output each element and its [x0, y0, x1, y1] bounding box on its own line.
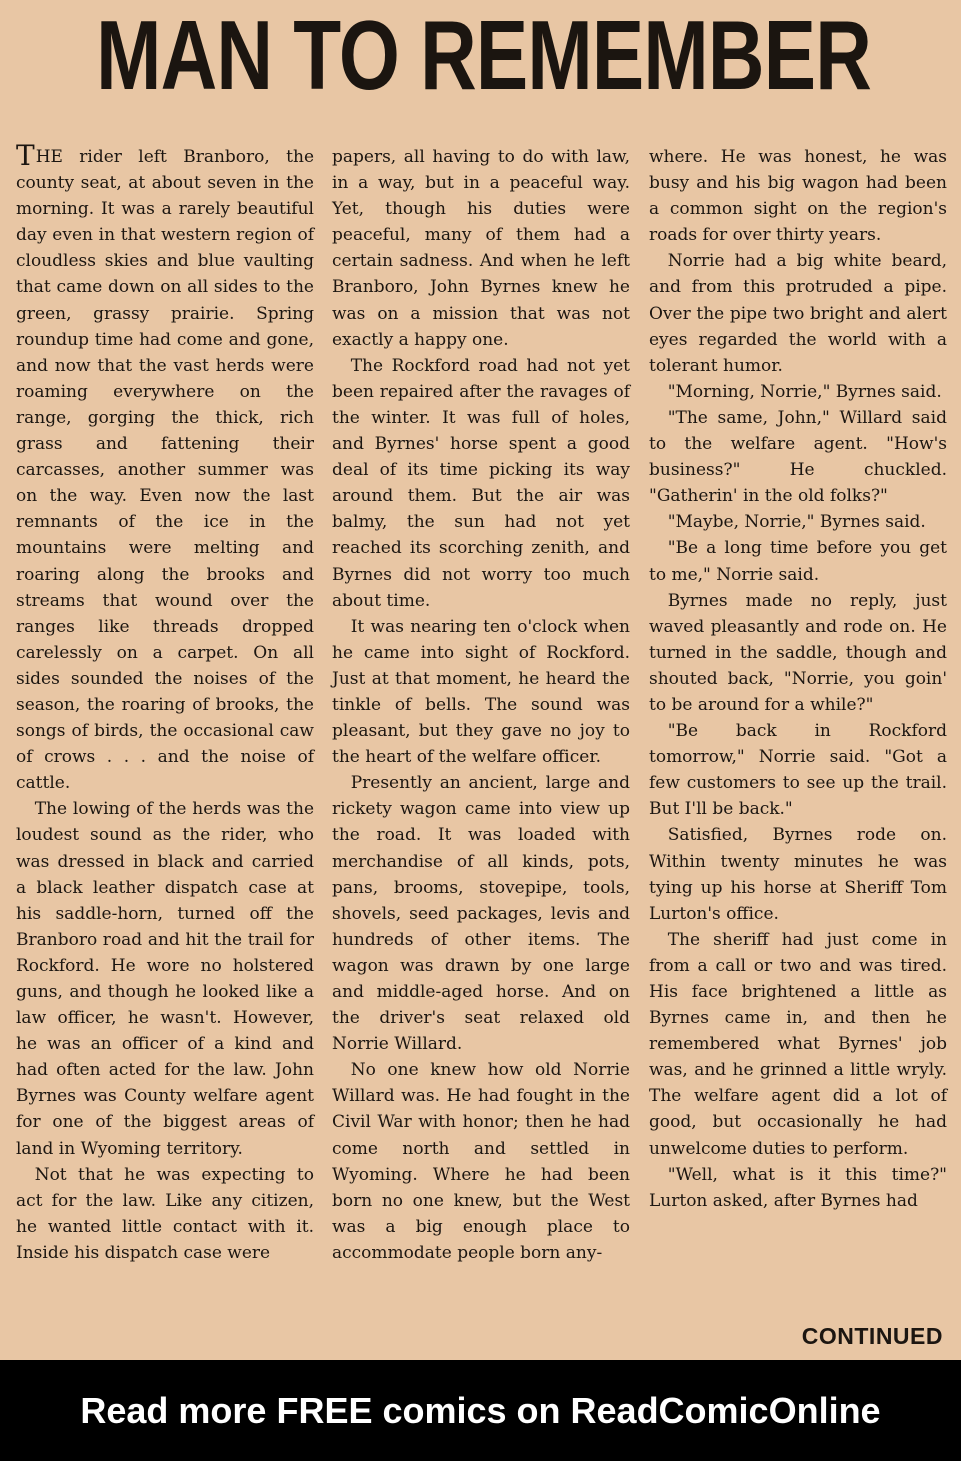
paragraph: where. He was honest, he was busy and his big wagon had been a common sight on the region's roads for over thirty years.: [649, 147, 947, 246]
paragraph: Presently an ancient, large and rickety wagon came into view up the road. It was loaded with merchandise of all kinds, pots, pans, brooms, stovepipe, tools, shovels, seed packages, levis and hundreds of other items. The wagon was drawn by one large and middle-aged horse. And on the driver's seat relaxed old Norrie Willard.: [332, 773, 630, 1055]
paragraph: papers, all having to do with law, in a way, but in a peaceful way. Yet, though his duties were peaceful, many of them had a certain sadness. And when he left Branboro, John Byrnes knew he was on a mission that was not exactly a happy one.: [332, 147, 630, 350]
paragraph: The sheriff had just come in from a call or two and was tired. His face brightened a little as Byrnes came in, and then he remembered what Byrnes' job was, and he grinned a little wryly. The welfare agent did a lot of good, but occasionally he had unwelcome duties to perform.: [649, 929, 947, 1159]
story-title: MAN TO REMEMBER: [96, 0, 872, 110]
text-column-3: [649, 144, 947, 1214]
paragraph: Satisfied, Byrnes rode on. Within twenty minutes he was tying up his horse at Sheriff Tom Lurton's office.: [649, 825, 947, 924]
paragraph-text: HE rider left Branboro, the county seat, at about seven in the morning. It was a rarely beautiful day even in that western region of cloudless skies and blue vaulting that came down on all sides to the green, grassy prairie. Spring roundup time had come and gone, and now that the vast herds were roaming everywhere on the range, gorging the thick, rich grass and fattening their carcasses, another summer was on the way. Even now the last remnants of the ice in the mountains were melting and roaring along the brooks and streams that wound over the ranges like threads dropped carelessly on a carpet. On all sides sounded the noises of the season, the roaring of brooks, the songs of birds, the occasional caw of crows . . . and the noise of cattle.: [16, 147, 314, 794]
paragraph: "Morning, Norrie," Byrnes said.: [667, 381, 942, 402]
paragraph: It was nearing ten o'clock when he came into sight of Rockford. Just at that moment, he heard the tinkle of bells. The sound was pleasant, but they gave no joy to the heart of the welfare officer.: [332, 616, 630, 768]
paragraph: Norrie had a big white beard, and from this protruded a pipe. Over the pipe two bright and alert eyes regarded the world with a tolerant humor.: [649, 251, 947, 376]
paragraph: "Well, what is it this time?" Lurton asked, after Byrnes had: [649, 1164, 947, 1211]
paragraph: Not that he was expecting to act for the law. Like any citizen, he wanted little contact with it. Inside his dispatch case were: [16, 1164, 314, 1263]
paragraph: [16, 139, 314, 796]
paragraph: "The same, John," Willard said to the welfare agent. "How's business?" He chuckled. "Gatherin' in the old folks?": [649, 407, 947, 507]
drop-cap: T: [16, 139, 35, 172]
text-column-1: [16, 139, 314, 1266]
paragraph: "Be back in Rockford tomorrow," Norrie said. "Got a few customers to see up the trail. But I'll be back.": [649, 721, 947, 820]
paragraph: "Maybe, Norrie," Byrnes said.: [667, 512, 926, 533]
promo-footer-text[interactable]: Read more FREE comics on ReadComicOnline: [80, 1389, 881, 1431]
continued-label: CONTINUED: [801, 1323, 943, 1349]
paragraph: Byrnes made no reply, just waved pleasantly and rode on. He turned in the saddle, though and shouted back, "Norrie, you goin' to be around for a while?": [649, 590, 947, 715]
paragraph: "Be a long time before you get to me," Norrie said.: [649, 538, 947, 585]
paragraph: No one knew how old Norrie Willard was. He had fought in the Civil War with honor; then he had come north and settled in Wyoming. Where he had been born no one knew, but the West was a big enough place to accommodate people born any-: [332, 1060, 630, 1263]
paragraph: The lowing of the herds was the loudest sound as the rider, who was dressed in black and carried a black leather dispatch case at his saddle-horn, turned off the Branboro road and hit the trail for Rockford. He wore no holstered guns, and though he looked like a law officer, he wasn't. However, he was an officer of a kind and had often acted for the law. John Byrnes was County welfare agent for one of the biggest areas of land in Wyoming territory.: [16, 799, 314, 1159]
text-column-2: [332, 144, 630, 1266]
paragraph: The Rockford road had not yet been repaired after the ravages of the winter. It was full of holes, and Byrnes' horse spent a good deal of its time picking its way around them. But the air was balmy, the sun had not yet reached its scorching zenith, and Byrnes did not worry too much about time.: [332, 355, 630, 611]
promo-footer-banner[interactable]: [0, 1360, 961, 1461]
